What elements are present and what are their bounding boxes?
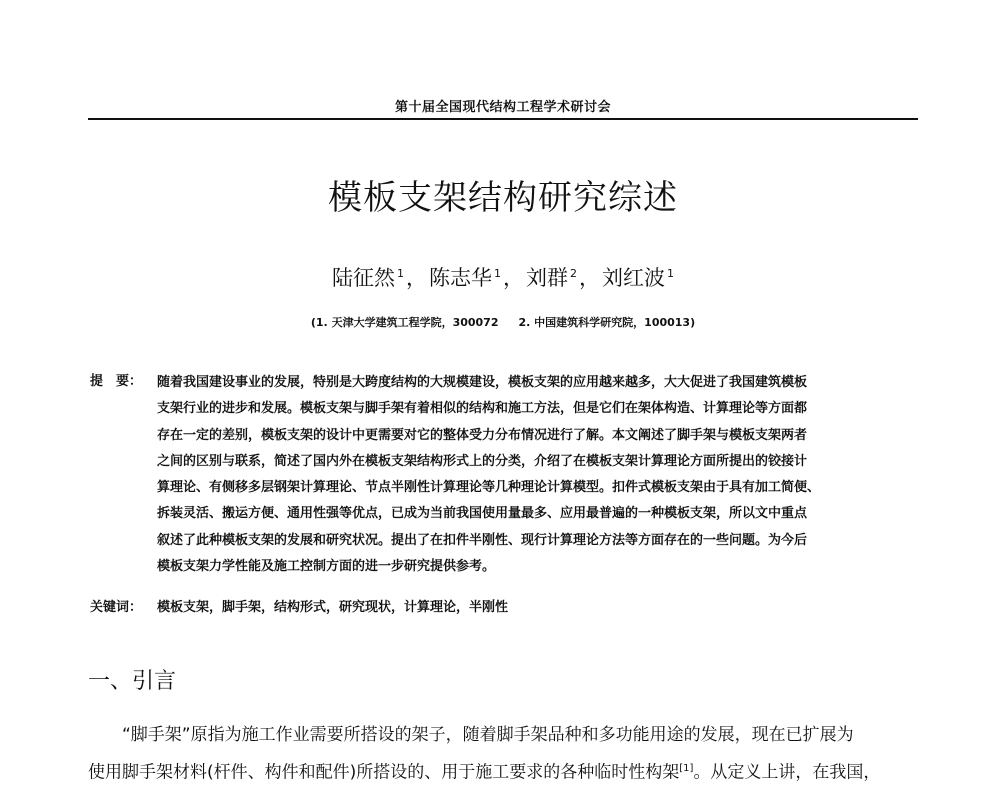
body-text-fragment: 使用脚手架材料(杆件、构件和配件)所搭设的、用于施工要求的各种临时性构架	[88, 762, 680, 783]
abstract-line: 模板支架力学性能及施工控制方面的进一步研究提供参考。	[157, 559, 496, 575]
section-body	[88, 718, 920, 790]
citation-ref: [1]	[679, 763, 694, 774]
abstract-line: 叙述了此种模板支架的发展和研究状况。提出了在扣件半刚性、现行计算理论方法等方面存在的一些问题。为今后	[157, 532, 808, 548]
author-affil-mark: 1	[397, 267, 404, 280]
keywords-label: 关键词：	[90, 600, 143, 615]
body-line: “脚手架”原指为施工作业需要所搭设的架子，随着脚手架品种和多功能用途的发展，现在已扩展为	[122, 725, 854, 745]
author-affil-mark: 1	[667, 267, 674, 280]
affiliation-2: 2. 中国建筑科学研究院，100013)	[518, 316, 696, 329]
abstract-line: 存在一定的差别，模板支架的设计中更需要对它的整体受力分布情况进行了解。本文阐述了脚手架与模板支架两者	[157, 427, 808, 443]
author-name: 陈志华	[429, 266, 492, 290]
keywords-text: 模板支架，脚手架，结构形式，研究现状，计算理论，半刚性	[157, 600, 509, 615]
author-list	[88, 262, 918, 292]
author-separator: ，	[503, 266, 524, 290]
author-affil-mark: 2	[570, 267, 577, 280]
body-line	[88, 752, 920, 790]
abstract-line: 随着我国建设事业的发展，特别是大跨度结构的大规模建设，模板支架的应用越来越多，大大促进了我国建筑模板	[157, 375, 808, 390]
author-affil-mark: 1	[494, 267, 501, 280]
abstract-body	[157, 370, 919, 580]
header-rule	[88, 118, 918, 120]
abstract-line: 算理论、有侧移多层钢架计算理论、节点半刚性计算理论等几种理论计算模型。扣件式模板支架由于具有加工简便、	[157, 480, 821, 496]
author-name: 刘群	[526, 266, 568, 290]
running-head: 第十届全国现代结构工程学术研讨会	[394, 100, 611, 115]
author-separator: ，	[579, 266, 600, 290]
affiliation-1: (1. 天津大学建筑工程学院，300072	[310, 316, 499, 329]
abstract-line: 之间的区别与联系，简述了国内外在模板支架结构形式上的分类，介绍了在模板支架计算理论方面所提出的铰接计	[157, 453, 808, 469]
author-name: 刘红波	[602, 266, 665, 290]
section-heading: 一、引言	[88, 669, 177, 694]
paper-title: 模板支架结构研究综述	[328, 178, 678, 218]
author-name: 陆征然	[332, 266, 395, 290]
affiliations	[88, 314, 918, 330]
author-separator: ，	[406, 266, 427, 290]
abstract-line: 拆装灵活、搬运方便、通用性强等优点，已成为当前我国使用量最多、应用最普遍的一种模板支架，所以文中重点	[157, 506, 808, 522]
abstract-label: 提 要：	[90, 374, 143, 389]
body-text-fragment: 。从定义上讲，在我国，	[693, 762, 881, 783]
abstract-line: 支架行业的进步和发展。模板支架与脚手架有着相似的结构和施工方法，但是它们在架体构造、计算理论等方面都	[157, 401, 808, 417]
